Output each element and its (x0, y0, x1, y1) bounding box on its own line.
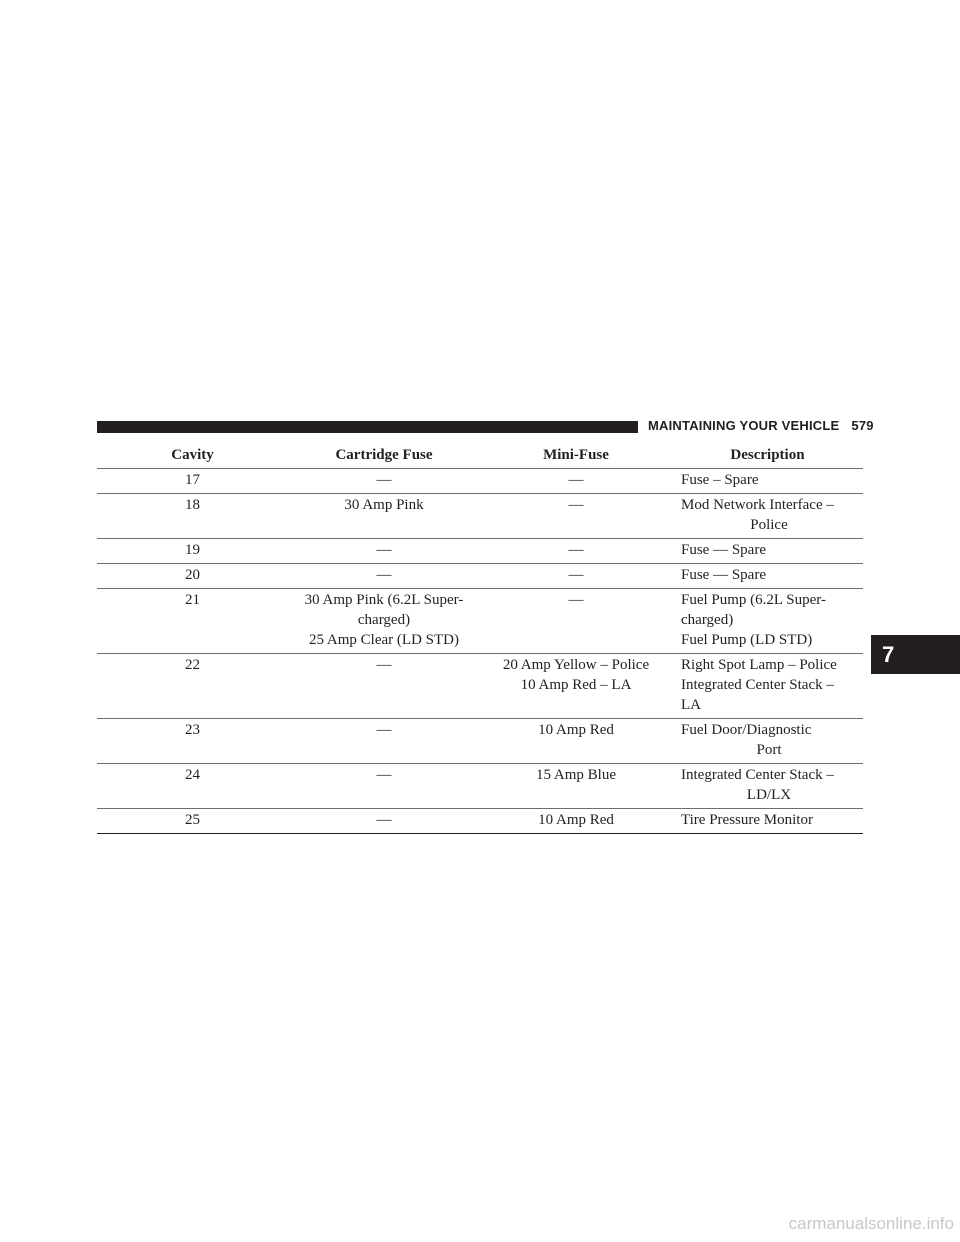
table-row (97, 564, 863, 589)
cartridge-fuse-cell (288, 494, 480, 539)
cavity-cell: 18 (97, 494, 288, 539)
description-cell (672, 494, 863, 539)
cartridge-fuse-cell-line: charged) (357, 612, 411, 628)
mini-fuse-cell-line: 10 Amp Red (538, 722, 614, 738)
description-cell-line: charged) (681, 612, 734, 628)
table-row (97, 589, 863, 654)
cavity-cell: 19 (97, 539, 288, 564)
cartridge-fuse-cell-line: 30 Amp Pink (344, 497, 424, 513)
cartridge-fuse-cell (288, 764, 480, 809)
watermark: carmanualsonline.info (788, 1214, 954, 1233)
cavity-cell: 20 (97, 564, 288, 589)
table-row (97, 494, 863, 539)
mini-fuse-cell (480, 564, 672, 589)
description-cell-line: Fuel Pump (6.2L Super- (681, 592, 826, 608)
running-header (648, 418, 874, 433)
mini-fuse-cell-line: — (568, 567, 584, 583)
cavity-cell: 23 (97, 719, 288, 764)
column-header-description: Description (672, 444, 863, 469)
cartridge-fuse-cell-line: 25 Amp Clear (LD STD) (309, 632, 459, 648)
chapter-number: 7 (882, 642, 895, 667)
description-cell-line: Fuse – Spare (681, 472, 759, 488)
mini-fuse-cell-line: 15 Amp Blue (535, 767, 616, 783)
mini-fuse-cell-line: 10 Amp Red (538, 812, 614, 828)
description-cell-line: Fuse — Spare (681, 567, 766, 583)
table-row (97, 719, 863, 764)
chapter-tab (871, 635, 960, 674)
description-cell (672, 564, 863, 589)
cartridge-fuse-cell (288, 654, 480, 719)
description-cell (672, 654, 863, 719)
cartridge-fuse-cell-line: — (376, 657, 392, 673)
cartridge-fuse-cell-line: — (376, 472, 392, 488)
mini-fuse-cell-line: — (568, 592, 584, 608)
cartridge-fuse-cell (288, 719, 480, 764)
cartridge-fuse-cell (288, 469, 480, 494)
description-cell-line: Right Spot Lamp – Police (681, 657, 837, 673)
cavity-cell: 17 (97, 469, 288, 494)
mini-fuse-cell (480, 764, 672, 809)
mini-fuse-cell (480, 654, 672, 719)
table-header-row (97, 444, 863, 469)
description-cell-line: LA (681, 697, 701, 713)
table-row (97, 809, 863, 834)
description-cell-line: Mod Network Interface – (681, 497, 834, 513)
description-cell (672, 469, 863, 494)
column-header-cartridge-fuse: Cartridge Fuse (288, 444, 480, 469)
description-cell-line: LD/LX (746, 787, 792, 803)
table-row (97, 654, 863, 719)
table-body (97, 469, 863, 834)
cavity-cell: 24 (97, 764, 288, 809)
description-cell-line: Integrated Center Stack – (681, 677, 834, 693)
description-cell (672, 719, 863, 764)
cartridge-fuse-cell (288, 809, 480, 834)
mini-fuse-cell (480, 494, 672, 539)
mini-fuse-cell (480, 539, 672, 564)
cartridge-fuse-cell-line: — (376, 567, 392, 583)
column-header-cavity: Cavity (97, 444, 288, 469)
description-cell (672, 809, 863, 834)
table-row (97, 764, 863, 809)
mini-fuse-cell-line: 20 Amp Yellow – Police (502, 657, 650, 673)
mini-fuse-cell (480, 719, 672, 764)
description-cell-line: Fuel Pump (LD STD) (681, 632, 813, 648)
cartridge-fuse-cell-line: — (376, 812, 392, 828)
description-cell-line: Police (750, 517, 788, 533)
table-row (97, 539, 863, 564)
cartridge-fuse-cell (288, 564, 480, 589)
cartridge-fuse-cell-line: — (376, 542, 392, 558)
description-cell-line: Fuse — Spare (681, 542, 766, 558)
description-cell (672, 539, 863, 564)
mini-fuse-cell-line: — (568, 497, 584, 513)
description-cell (672, 589, 863, 654)
section-title: MAINTAINING YOUR VEHICLE (648, 418, 840, 433)
cartridge-fuse-cell-line: — (376, 767, 392, 783)
mini-fuse-cell-line: 10 Amp Red – LA (520, 677, 632, 693)
page-number: 579 (851, 418, 874, 433)
cavity-cell: 25 (97, 809, 288, 834)
description-cell-line: Fuel Door/Diagnostic (681, 722, 812, 738)
cavity-cell: 21 (97, 589, 288, 654)
mini-fuse-cell (480, 809, 672, 834)
table-row (97, 469, 863, 494)
column-header-mini-fuse: Mini-Fuse (480, 444, 672, 469)
cartridge-fuse-cell-line: 30 Amp Pink (6.2L Super- (304, 592, 464, 608)
mini-fuse-cell (480, 469, 672, 494)
cartridge-fuse-cell (288, 589, 480, 654)
description-cell-line: Port (756, 742, 782, 758)
cartridge-fuse-cell-line: — (376, 722, 392, 738)
mini-fuse-cell-line: — (568, 542, 584, 558)
description-cell (672, 764, 863, 809)
mini-fuse-cell-line: — (568, 472, 584, 488)
mini-fuse-cell (480, 589, 672, 654)
cartridge-fuse-cell (288, 539, 480, 564)
description-cell-line: Tire Pressure Monitor (681, 812, 813, 828)
description-cell-line: Integrated Center Stack – (681, 767, 834, 783)
fuse-table (97, 444, 863, 834)
header-rule-bar (97, 421, 638, 433)
cavity-cell: 22 (97, 654, 288, 719)
